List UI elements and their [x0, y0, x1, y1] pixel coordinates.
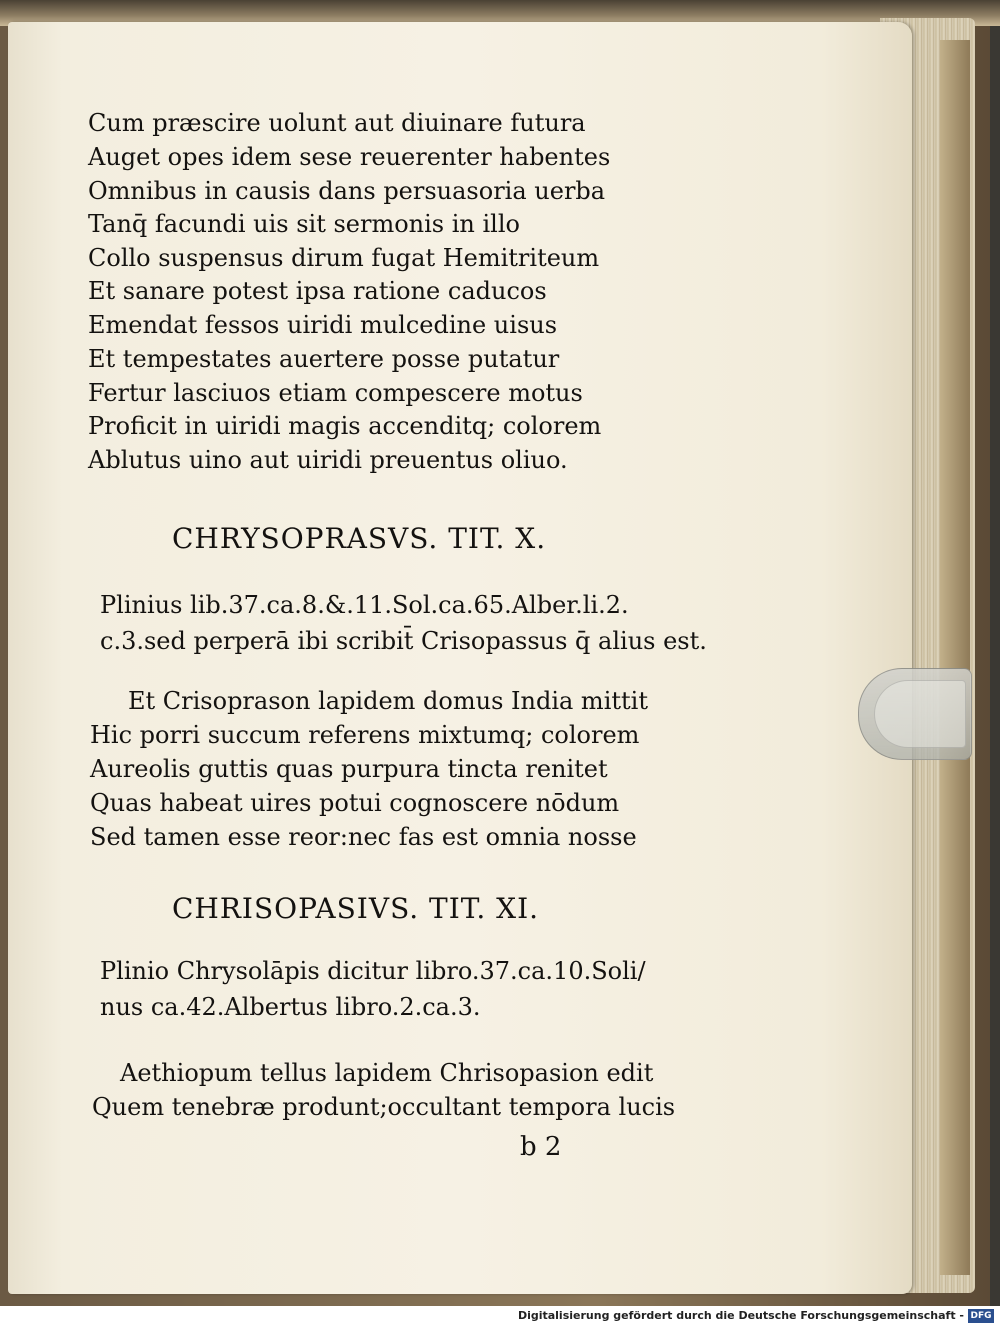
footer-bar — [0, 1306, 1000, 1326]
section-heading: CHRYSOPRASVS. TIT. X. — [172, 522, 547, 555]
verse-line: Hic porri succum referens mixtumq; colorem — [90, 721, 640, 749]
citation-line: nus ca.42.Albertus libro.2.ca.3. — [100, 993, 481, 1021]
verse-line: Emendat fessos uiridi mulcedine uisus — [88, 311, 558, 339]
verse-line: Tanq̄ facundi uis sit sermonis in illo — [88, 210, 520, 238]
verse-line: Quas habeat uires potui cognoscere nōdum — [90, 789, 620, 817]
page-clip-inner — [874, 680, 966, 748]
verse-line: Ablutus uino aut uiridi preuentus oliuo. — [88, 446, 568, 474]
verse-line: Sed tamen esse reor:nec fas est omnia nosse — [90, 823, 637, 851]
citation-line: c.3.sed perperā ibi scribit̄ Crisopassus q̄ alius est. — [100, 627, 707, 655]
verse-line: Aethiopum tellus lapidem Chrisopasion edit — [120, 1059, 654, 1087]
verse-line: Et Crisoprason lapidem domus India mittit — [128, 687, 648, 715]
verse-line: Omnibus in causis dans persuasoria uerba — [88, 177, 606, 205]
footer-credit: Digitalisierung gefördert durch die Deutsche Forschungsgemeinschaft - — [517, 1309, 964, 1322]
verse-line: Cum præscire uolunt aut diuinare futura — [88, 109, 586, 137]
citation-line: Plinio Chrysolāpis dicitur libro.37.ca.10.Soli/ — [100, 957, 646, 985]
verse-line: Aureolis guttis quas purpura tincta renitet — [90, 755, 608, 783]
verse-line: Fertur lasciuos etiam compescere motus — [88, 379, 583, 407]
signature-mark: b 2 — [520, 1132, 562, 1162]
verse-line: Et tempestates auertere posse putatur — [88, 345, 560, 373]
verse-line: Et sanare potest ipsa ratione caducos — [88, 277, 547, 305]
section-heading: CHRISOPASIVS. TIT. XI. — [172, 892, 540, 925]
verse-line: Auget opes idem sese reuerenter habentes — [88, 143, 611, 171]
citation-line: Plinius lib.37.ca.8.&.11.Sol.ca.65.Alber.li.2. — [100, 591, 629, 619]
verse-line: Collo suspensus dirum fugat Hemitriteum — [88, 244, 600, 272]
verse-line: Quem tenebræ produnt;occultant tempora lucis — [92, 1093, 676, 1121]
page-stack-shadow — [940, 40, 970, 1275]
verse-line: Proficit in uiridi magis accenditq; colorem — [88, 412, 602, 440]
dfg-logo-icon: DFG — [968, 1309, 994, 1323]
